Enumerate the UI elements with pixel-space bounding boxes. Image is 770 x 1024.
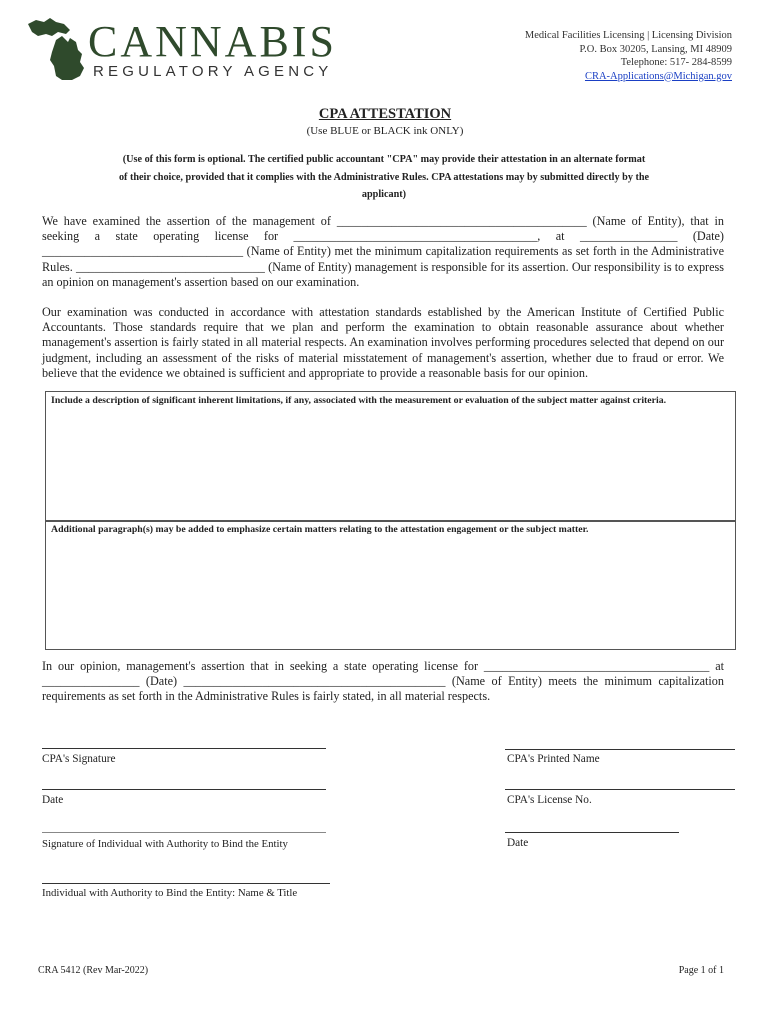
additional-paragraphs-box-label: Additional paragraph(s) may be added to emphasize certain matters relating to the attestation engagement or the subject matter. bbox=[51, 524, 589, 535]
logo-wordmark: CANNABIS bbox=[88, 17, 337, 66]
contact-address: P.O. Box 30205, Lansing, MI 48909 bbox=[579, 43, 732, 55]
logo-subtitle: REGULATORY AGENCY bbox=[93, 63, 333, 80]
date-line-left[interactable] bbox=[42, 789, 326, 790]
cpa-printed-name-line[interactable] bbox=[505, 749, 735, 750]
limitations-box-label: Include a description of significant inherent limitations, if any, associated with the measurement or evaluation of the subject matter against criteria. bbox=[51, 395, 667, 406]
form-subtitle: (Use BLUE or BLACK ink ONLY) bbox=[306, 125, 464, 137]
authority-signature-label: Signature of Individual with Authority to Bind the Entity bbox=[42, 838, 288, 850]
cpa-license-label: CPA's License No. bbox=[507, 794, 592, 806]
cpa-signature-line[interactable] bbox=[42, 748, 326, 749]
michigan-map-icon bbox=[26, 16, 88, 82]
contact-email-link[interactable]: CRA-Applications@Michigan.gov bbox=[584, 70, 732, 82]
cpa-signature-label: CPA's Signature bbox=[42, 753, 116, 765]
authority-name-title-label: Individual with Authority to Bind the Entity: Name & Title bbox=[42, 887, 298, 899]
limitations-box[interactable] bbox=[45, 391, 736, 522]
contact-block bbox=[525, 29, 732, 83]
form-id: CRA 5412 (Rev Mar-2022) bbox=[38, 965, 149, 976]
form-title: CPA ATTESTATION bbox=[318, 106, 452, 122]
date-label-right: Date bbox=[507, 837, 529, 849]
date-line-right[interactable] bbox=[505, 832, 679, 833]
authority-name-title-line[interactable] bbox=[42, 883, 330, 884]
cpa-license-line[interactable] bbox=[505, 789, 735, 790]
assertion-paragraph: We have examined the assertion of the management of _________________________________________ (Name of Entity), that in seeking a state operating license for ________________________________________, at ________________ (Date) _________________________________ (Name of Entity) met the minimum capitalization requirements as set forth in the Administrative Rules. _______________________________ (Name of Entity) management is responsible for its assertion. Our responsibility is to express an opinion on management's assertion based on our examination. bbox=[42, 214, 724, 289]
form-note: (Use of this form is optional. The certified public accountant "CPA" may provide their attestation in an alternate format of their choice, provided that it complies with the Administrative Rules. CPA attestations may by submitted directly by the applicant) bbox=[118, 154, 650, 200]
opinion-paragraph: In our opinion, management's assertion that in seeking a state operating license for _____________________________________ at ________________ (Date) ___________________________________________ (Name of Entity) meets the minimum capitalization requirements as set forth in the Administrative Rules is fairly stated, in all material respects. bbox=[42, 659, 724, 704]
additional-paragraphs-box[interactable] bbox=[45, 520, 736, 650]
page-number: Page 1 of 1 bbox=[678, 965, 724, 976]
contact-division: Medical Facilities Licensing | Licensing Division bbox=[524, 30, 732, 41]
date-label-left: Date bbox=[42, 794, 64, 806]
cpa-printed-name-label: CPA's Printed Name bbox=[507, 753, 600, 765]
authority-signature-line[interactable] bbox=[42, 832, 326, 833]
examination-paragraph: Our examination was conducted in accordance with attestation standards established by the American Institute of Certified Public Accountants. Those standards require that we plan and perform the examination to obtain reasonable assurance about whether management's assertion is fairly stated in all material respects. An examination involves performing procedures selected that depend on our judgment, including an assessment of the risks of material misstatement of management's assertion, whether due to fraud or error. We believe that the evidence we obtained is sufficient and appropriate to provide a reasonable basis for our opinion. bbox=[42, 305, 724, 380]
contact-telephone: Telephone: 517- 284-8599 bbox=[620, 57, 732, 68]
